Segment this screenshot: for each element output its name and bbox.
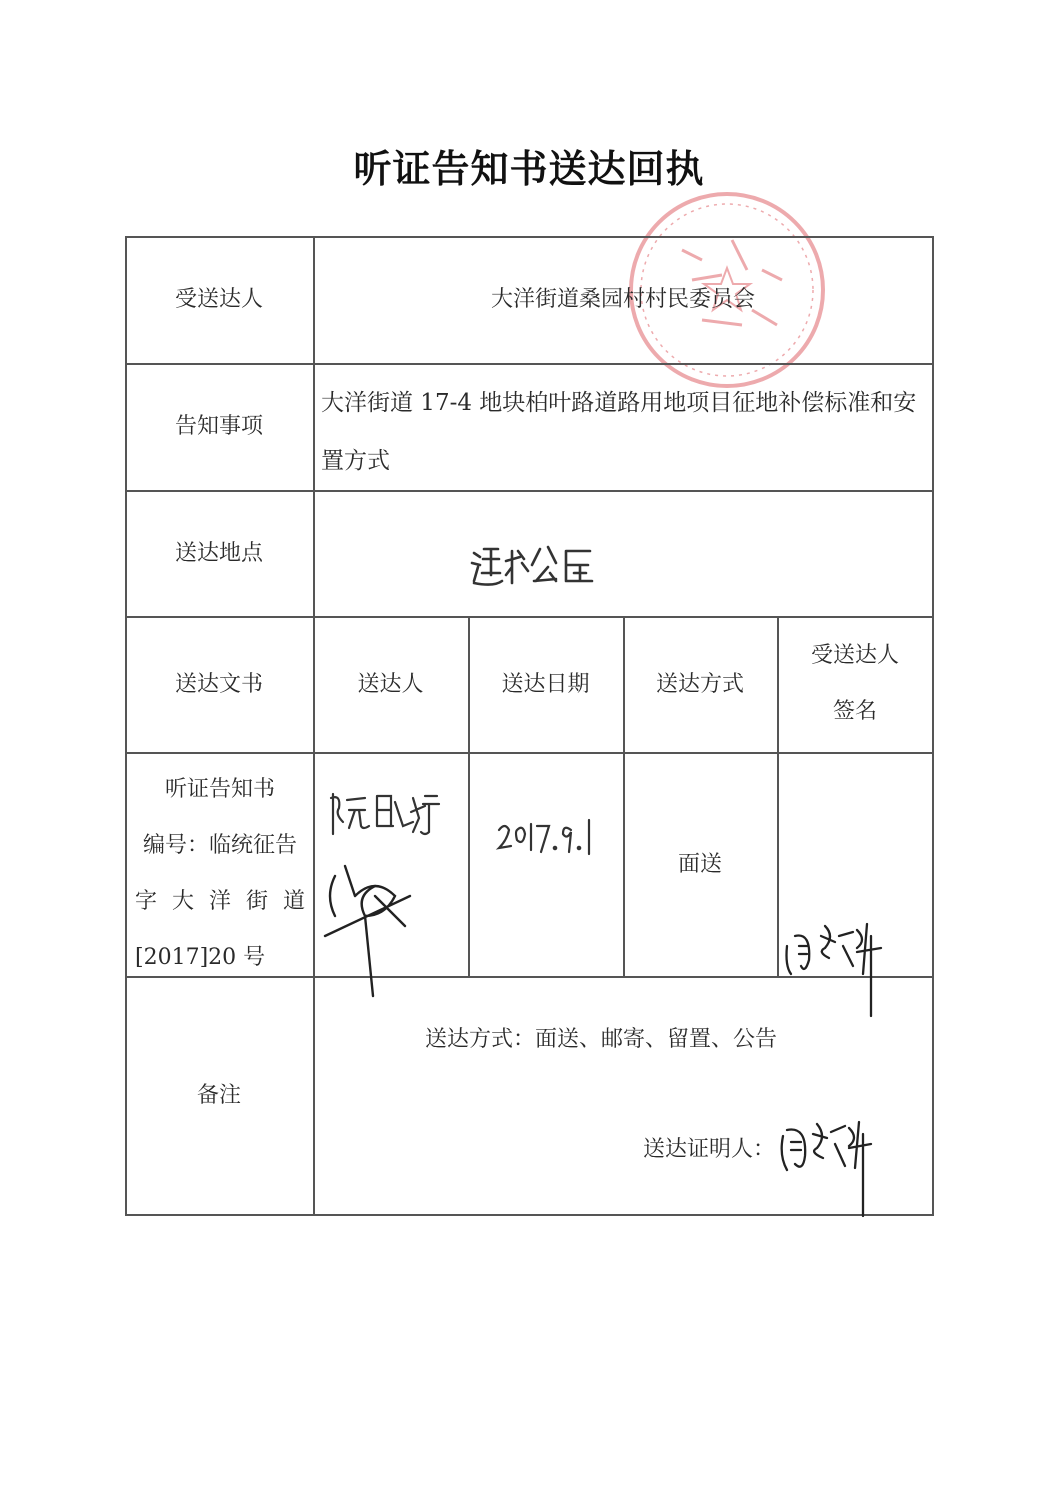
recipient-label: 受送达人 [174, 287, 263, 312]
signature-header: 受送达人签名 [810, 643, 899, 724]
matter-label: 告知事项 [174, 414, 263, 439]
proof-signature [777, 1116, 877, 1216]
recipient-signature [781, 916, 891, 1016]
method-header: 送达方式 [655, 671, 744, 697]
matter-value: 大洋街道 17-4 地块柏叶路道路用地项目征地补偿标准和安置方式 [321, 390, 917, 474]
proof-label: 送达证明人： [643, 1137, 776, 1162]
date-header: 送达日期 [501, 671, 590, 697]
server-signature-1 [325, 788, 445, 838]
doc-line: 听证告知书 [164, 777, 275, 802]
document-name [135, 762, 305, 986]
server-signature-2 [315, 856, 415, 996]
doc-line: [2017]20 号 [135, 945, 266, 970]
receipt-table [125, 236, 933, 1216]
method-value: 面送 [677, 851, 722, 877]
remarks-label: 备注 [196, 1082, 241, 1108]
doc-line: 编号：临统征告 [142, 833, 297, 858]
recipient-value: 大洋街道桑园村村民委员会 [490, 287, 755, 312]
documents-label: 送达文书 [174, 671, 263, 697]
page-title: 听证告知书送达回执 [353, 146, 705, 191]
server-header: 送达人 [357, 671, 424, 697]
date-handwriting [497, 816, 597, 860]
methods-note: 送达方式：面送、邮寄、留置、公告 [425, 1027, 778, 1052]
location-label: 送达地点 [174, 540, 263, 566]
location-handwriting [470, 541, 600, 591]
doc-line: 字 大 洋 街 道 [135, 889, 305, 914]
